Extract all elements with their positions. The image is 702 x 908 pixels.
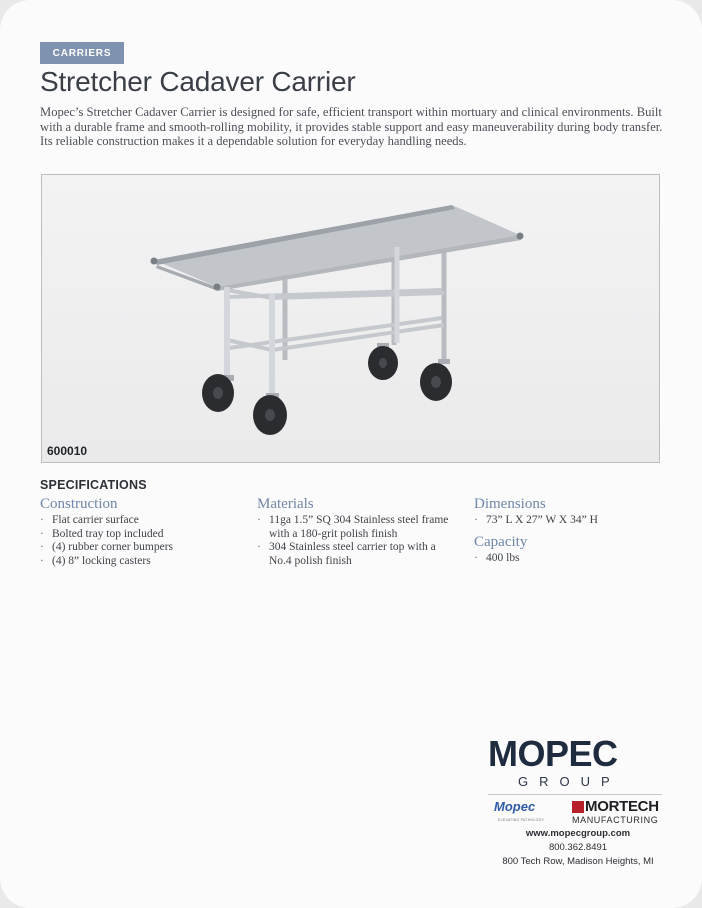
- mopec-logo-text: MOPEC: [488, 733, 618, 774]
- address: 800 Tech Row, Madison Heights, MI: [502, 856, 654, 867]
- construction-section: [40, 496, 240, 568]
- dimensions-heading: Dimensions: [474, 496, 546, 512]
- list-item: · Flat carrier surface: [40, 514, 240, 528]
- list-item: · 304 Stainless steel carrier top with a No.4 polish finish: [257, 541, 457, 568]
- product-image-frame: [41, 174, 660, 463]
- list-item: · Bolted tray top included: [40, 528, 240, 542]
- materials-heading: Materials: [257, 496, 314, 512]
- dimensions-list: [474, 514, 674, 528]
- contact-info: [480, 827, 676, 869]
- group-logo-text: GROUP: [518, 774, 621, 789]
- specifications-heading: SPECIFICATIONS: [40, 478, 147, 492]
- mortech-square-icon: [572, 801, 584, 813]
- list-item: · 73” L X 27” W X 34” H: [474, 514, 674, 528]
- mortech-logo: [572, 798, 664, 828]
- logo-divider: [488, 794, 662, 795]
- stretcher-cart-image: [42, 175, 659, 462]
- website-link[interactable]: www.mopecgroup.com: [525, 828, 631, 839]
- phone-number: 800.362.8491: [548, 842, 608, 853]
- product-description: Mopec’s Stretcher Cadaver Carrier is designed for safe, efficient transport within mortuary and clinical environments. Built with a durable frame and smooth-rolling mobility, it provides stable support and easy maneuverability during body transfer. Its reliable construction makes it a dependable solution for everyday handling needs.: [40, 105, 663, 149]
- mopec-sub-logo: [486, 798, 552, 828]
- list-item: · 400 lbs: [474, 552, 674, 566]
- list-item: · (4) 8” locking casters: [40, 555, 240, 569]
- mortech-logo-tagline: MANUFACTURING: [572, 815, 659, 825]
- product-code: 600010: [47, 444, 88, 458]
- materials-section: [257, 496, 457, 568]
- capacity-heading: Capacity: [474, 533, 528, 550]
- capacity-list: [474, 552, 674, 566]
- category-tag: CARRIERS: [40, 42, 124, 64]
- list-item: · 11ga 1.5” SQ 304 Stainless steel frame with a 180-grit polish finish: [257, 514, 457, 541]
- materials-list: [257, 514, 457, 568]
- page-title: Stretcher Cadaver Carrier: [40, 66, 356, 97]
- construction-list: [40, 514, 240, 568]
- mopec-sub-logo-tagline: ELEVATING PATHOLOGY: [498, 818, 545, 822]
- list-item: · (4) rubber corner bumpers: [40, 541, 240, 555]
- construction-heading: Construction: [40, 496, 118, 512]
- mortech-logo-text: MORTECH: [585, 798, 659, 815]
- dimensions-section: [474, 496, 674, 565]
- mopec-sub-logo-text: Mopec: [494, 799, 536, 814]
